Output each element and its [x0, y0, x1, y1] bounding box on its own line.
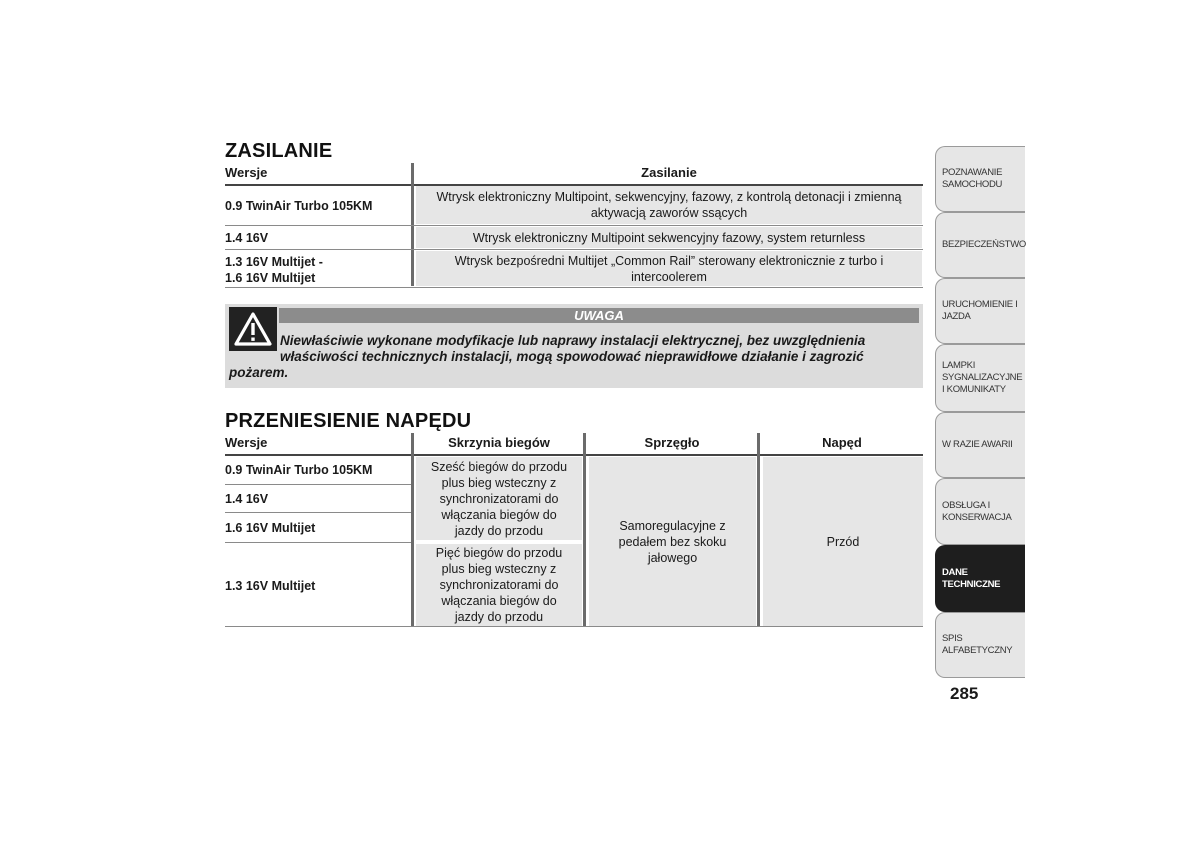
table2-version: 1.6 16V Multijet	[225, 521, 316, 535]
table2-row-rule	[225, 484, 411, 485]
table2-gearbox-cell: Pięć biegów do przodu plus bieg wsteczny z synchronizatorami do włączania biegów do jazdy do przodu	[416, 544, 582, 626]
table2-column-separator	[583, 433, 586, 626]
table2-header-rule	[225, 454, 923, 456]
tab-obsluga-i-konserwacja[interactable]: OBSŁUGA I KONSERWACJA	[935, 478, 1025, 545]
tab-uruchomienie-i-jazda[interactable]: URUCHOMIENIE I JAZDA	[935, 278, 1025, 344]
warning-triangle-icon	[229, 307, 277, 351]
table1-row-supply: Wtrysk elektroniczny Multipoint, sekwencyjny, fazowy, z kontrolą detonacji i zmienną aktywacją zaworów ssących	[416, 186, 922, 224]
table2-row-rule	[225, 542, 411, 543]
table1-row-version: 1.3 16V Multijet -	[225, 255, 323, 269]
tab-w-razie-awarii[interactable]: W RAZIE AWARII	[935, 412, 1025, 478]
section-title-zasilanie: ZASILANIE	[225, 140, 333, 162]
table1-row-supply: Wtrysk elektroniczny Multipoint sekwencyjny fazowy, system returnless	[416, 227, 922, 248]
table1-row-supply: Wtrysk bezpośredni Multijet „Common Rail” sterowany elektronicznie z turbo i intercoolerem	[416, 251, 922, 286]
table2-gearbox-cell: Sześć biegów do przodu plus bieg wsteczny z synchronizatorami do włączania biegów do jazdy do przodu	[416, 457, 582, 540]
tab-spis-alfabetyczny[interactable]: SPIS ALFABETYCZNY	[935, 612, 1025, 678]
tab-dane-techniczne[interactable]: DANE TECHNICZNE	[935, 545, 1025, 612]
warning-label: UWAGA	[279, 308, 919, 323]
table2-header-drive: Napęd	[822, 435, 862, 450]
table2-bottom-rule	[225, 626, 923, 627]
table1-row-version: 1.4 16V	[225, 231, 269, 245]
tab-bezpieczenstwo[interactable]: BEZPIECZEŃSTWO	[935, 212, 1025, 278]
table1-bottom-rule	[225, 287, 923, 288]
table1-row-rule	[225, 225, 923, 226]
warning-text-line: Niewłaściwie wykonane modyfikacje lub naprawy instalacji elektrycznej, bez uwzględnienia	[280, 333, 866, 348]
warning-text-line: właściwości technicznych instalacji, mogą spowodować nieprawidłowe działanie i zagrozić	[280, 349, 864, 364]
table1-row-version: 1.6 16V Multijet	[225, 271, 316, 285]
table2-header-versions: Wersje	[225, 435, 268, 450]
table2-drive-cell: Przód	[763, 457, 923, 626]
table2-header-clutch: Sprzęgło	[644, 435, 700, 450]
tab-lampki-sygnalizacyjne[interactable]: LAMPKI SYGNALIZACYJNE I KOMUNIKATY	[935, 344, 1025, 412]
table1-row-version: 0.9 TwinAir Turbo 105KM	[225, 199, 373, 213]
table2-version: 1.4 16V	[225, 492, 269, 506]
table2-version: 0.9 TwinAir Turbo 105KM	[225, 463, 373, 477]
table1-row-rule	[225, 249, 923, 250]
table2-clutch-cell: Samoregulacyjne z pedałem bez skoku jałowego	[589, 457, 756, 626]
table2-column-separator	[411, 433, 414, 626]
table1-header-supply: Zasilanie	[641, 165, 697, 180]
section-title-przeniesienie-napedu: PRZENIESIENIE NAPĘDU	[225, 410, 472, 432]
warning-text-line: pożarem.	[229, 365, 289, 380]
page-number: 285	[950, 684, 979, 703]
table2-column-separator	[757, 433, 760, 626]
table2-version: 1.3 16V Multijet	[225, 579, 316, 593]
table2-row-rule	[225, 512, 411, 513]
table2-header-gearbox: Skrzynia biegów	[448, 435, 550, 450]
table1-header-versions: Wersje	[225, 165, 268, 180]
tab-poznawanie-samochodu[interactable]: POZNAWANIE SAMOCHODU	[935, 146, 1025, 212]
